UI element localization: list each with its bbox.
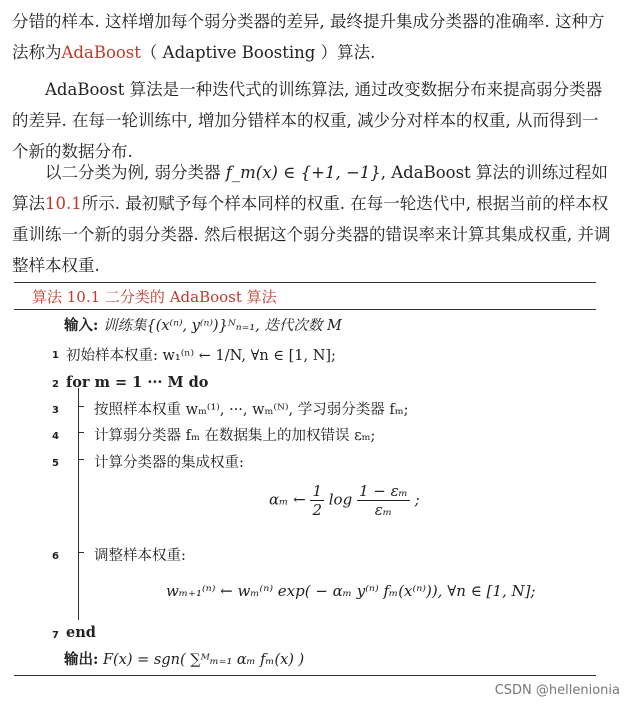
algorithm-line-5: 计算分类器的集成权重: <box>94 455 244 471</box>
line-number-5: 5 <box>52 458 59 469</box>
line-number-4: 4 <box>52 431 59 442</box>
algorithm-output: 输出: F(x) = sgn( ∑ᴹₘ₌₁ αₘ fₘ(x) ) <box>64 651 305 668</box>
paragraph-2: AdaBoost 算法是一种迭代式的训练算法, 通过改变数据分布来提高弱分类器的差异. 在每一轮训练中, 增加分错样本的权重, 减少分对样本的权重, 从而得到一个新的数据分布. <box>12 80 603 161</box>
weight-update-formula: wₘ₊₁⁽ⁿ⁾ ← wₘ⁽ⁿ⁾ exp( − αₘ y⁽ⁿ⁾ fₘ(x⁽ⁿ⁾)), ∀n ∈ [1, N]; <box>166 582 536 600</box>
line-number-2: 2 <box>52 379 59 390</box>
loop-tick-4 <box>78 432 84 433</box>
loop-bar <box>78 388 79 620</box>
line-number-6: 6 <box>52 551 59 562</box>
algorithm-ref-link[interactable]: 10.1 <box>45 194 82 213</box>
algorithm-line-1: 初始样本权重: w₁⁽ⁿ⁾ ← 1/N, ∀n ∈ [1, N]; <box>66 348 336 364</box>
line-number-3: 3 <box>52 405 59 416</box>
bottom-rule <box>14 675 596 676</box>
loop-tick-6 <box>78 552 84 553</box>
line-number-1: 1 <box>52 350 59 361</box>
loop-tick-5 <box>78 459 84 460</box>
algorithm-line-6: 调整样本权重: <box>94 548 186 564</box>
watermark: CSDN @hellenionia <box>494 683 620 698</box>
paragraph-1: 分错的样本. 这样增加每个弱分类器的差异, 最终提升集成分类器的准确率. 这种方法称为AdaBoost（ Adaptive Boosting ）算法. <box>12 12 605 62</box>
algorithm-title: 算法 10.1 二分类的 AdaBoost 算法 <box>32 288 277 306</box>
loop-tick-3 <box>78 406 84 407</box>
algorithm-input: 输入: 训练集{(x⁽ⁿ⁾, y⁽ⁿ⁾)}ᴺₙ₌₁, 迭代次数 M <box>64 317 342 334</box>
algorithm-line-4: 计算弱分类器 fₘ 在数据集上的加权错误 εₘ; <box>94 428 376 444</box>
top-rule <box>14 282 596 283</box>
ensemble-weight-formula: αₘ ← $\frac{1}{2}$ log $\frac{\text{1 − εₘ}}{\text{εₘ}}$ ; <box>269 482 420 519</box>
algorithm-line-7: end <box>66 624 96 641</box>
line-number-7: 7 <box>52 630 59 641</box>
algorithm-line-3: 按照样本权重 wₘ⁽¹⁾, ···, wₘ⁽ᴺ⁾, 学习弱分类器 fₘ; <box>94 402 409 418</box>
mid-rule <box>14 309 596 310</box>
algorithm-line-2: for m = 1 ··· M do <box>66 374 209 391</box>
adaboost-link[interactable]: AdaBoost <box>61 43 141 62</box>
inline-math-fm: f_m(x) ∈ {+1, −1} <box>225 163 381 182</box>
paragraph-3: 以二分类为例, 弱分类器 f_m(x) ∈ {+1, −1}, AdaBoost 算法的训练过程如算法10.1所示. 最初赋予每个样本同样的权重. 在每一轮迭代中, 根据当前的样本权重训练一个新的弱分类器. 然后根据这个弱分类器的错误率来计算其集成权重, 并调整样本权重. <box>12 163 611 275</box>
